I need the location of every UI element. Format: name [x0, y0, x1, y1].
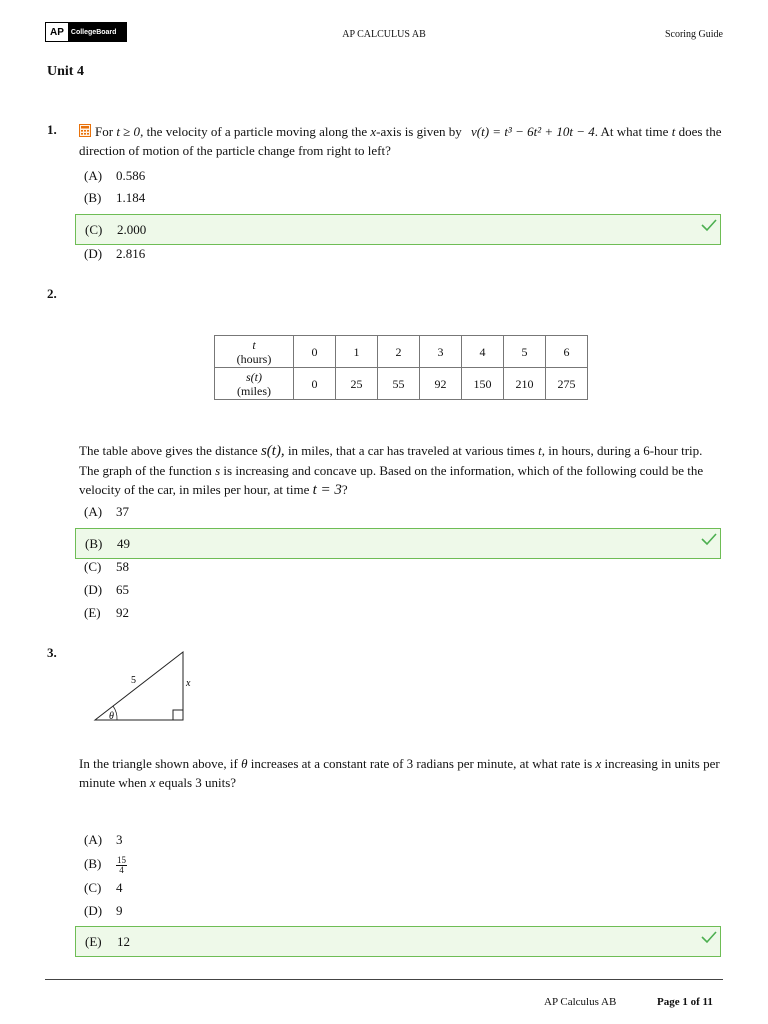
table-row-hours: [215, 336, 588, 368]
q3-option-a[interactable]: [84, 830, 123, 850]
text: is increasing and concave up. Based on the information, which of the following could be the velocity of the car, in miles per hour, at time: [79, 463, 704, 497]
text: does the direction of motion of the particle change from right to left?: [79, 124, 722, 158]
option-value: 58: [116, 559, 129, 574]
var-x: x: [370, 124, 377, 139]
distance-time-table: [214, 335, 588, 400]
option-label: (B): [84, 856, 102, 871]
table-header-s: [215, 368, 294, 400]
table-cell: 5: [504, 336, 546, 368]
calculator-icon: [79, 124, 91, 137]
option-value: 9: [116, 903, 123, 918]
option-value: 1.184: [116, 190, 146, 205]
q3-option-b[interactable]: [84, 854, 127, 874]
question-3-text: [79, 754, 724, 792]
checkmark-icon: [701, 532, 717, 546]
logo-ap: AP: [46, 23, 68, 41]
option-label: (C): [84, 559, 102, 574]
option-label: (B): [85, 536, 103, 551]
table-header-t: [215, 336, 294, 368]
option-label: (A): [84, 832, 103, 847]
option-label: (D): [84, 903, 103, 918]
q1-option-b[interactable]: [84, 188, 145, 208]
q2-option-d[interactable]: [84, 580, 129, 600]
table-cell: 1: [336, 336, 378, 368]
option-label: (C): [85, 222, 103, 237]
header-var: t: [252, 337, 256, 352]
fraction-denominator: 4: [119, 864, 124, 875]
checkmark-icon: [701, 930, 717, 944]
question-1-text: [79, 122, 724, 160]
q2-option-b-correct[interactable]: [75, 528, 721, 559]
table-cell: 4: [462, 336, 504, 368]
header-var: s(t): [246, 369, 262, 384]
text: . At what time: [594, 124, 669, 139]
table-cell: 92: [420, 368, 462, 400]
text: -axis is given by: [376, 124, 462, 139]
option-label: (D): [84, 246, 103, 261]
q1-option-a[interactable]: [84, 166, 145, 186]
question-3-number: 3.: [47, 645, 57, 660]
option-value: 0.586: [116, 168, 146, 183]
option-value: 92: [116, 605, 129, 620]
question-2-number: 2.: [47, 286, 57, 301]
table-cell: 0: [294, 368, 336, 400]
table-cell: 0: [294, 336, 336, 368]
table-cell: 6: [546, 336, 588, 368]
q2-option-c[interactable]: [84, 557, 129, 577]
unit-title: Unit 4: [47, 64, 84, 79]
var-s: s: [215, 463, 221, 478]
option-label: (D): [84, 582, 103, 597]
footer-page-number: Page 1 of 11: [657, 996, 713, 1008]
text: , the velocity of a particle moving along the: [140, 124, 368, 139]
var-t: t: [671, 124, 676, 139]
option-label: (A): [84, 504, 103, 519]
q3-option-e-correct[interactable]: [75, 926, 721, 957]
math-t-ge-0: t ≥ 0: [116, 124, 141, 139]
logo-collegeboard: CollegeBoard: [68, 23, 126, 41]
fraction-numerator: 15: [117, 854, 126, 865]
header-unit: (hours): [236, 351, 272, 366]
option-value: 65: [116, 582, 129, 597]
option-label: (C): [84, 880, 102, 895]
question-1-number: 1.: [47, 122, 57, 137]
text: The table above gives the distance: [79, 443, 258, 458]
option-value: 2.816: [116, 246, 146, 261]
text: In the triangle shown above, if: [79, 756, 238, 771]
angle-theta-label: θ: [109, 711, 114, 722]
table-cell: 3: [420, 336, 462, 368]
text: equals 3 units?: [158, 775, 237, 790]
option-label: (A): [84, 168, 103, 183]
q1-option-d[interactable]: [84, 244, 145, 264]
q2-option-e[interactable]: [84, 603, 129, 623]
header-scoring-guide: Scoring Guide: [664, 29, 723, 40]
option-value: 37: [116, 504, 129, 519]
hypotenuse-label: 5: [131, 675, 136, 686]
q2-option-a[interactable]: [84, 502, 129, 522]
side-x-label: x: [186, 678, 191, 689]
math-s-of-t: s(t),: [260, 443, 285, 459]
option-value: 4: [116, 880, 123, 895]
option-label: (B): [84, 190, 102, 205]
header-title: AP CALCULUS AB: [342, 29, 426, 40]
table-cell: 210: [504, 368, 546, 400]
table-cell: 150: [462, 368, 504, 400]
table-cell: 55: [378, 368, 420, 400]
text: increases at a constant rate of 3 radians per minute, at what rate is: [250, 756, 593, 771]
option-value: 12: [117, 934, 130, 949]
q3-option-d[interactable]: [84, 901, 123, 921]
option-value: 49: [117, 536, 130, 551]
fraction-15-over-4: [116, 856, 127, 875]
table-cell: 2: [378, 336, 420, 368]
var-x: x: [595, 756, 602, 771]
right-triangle-figure: [90, 648, 200, 724]
header-unit: (miles): [237, 383, 271, 398]
text: , in hours, during a 6-hour trip. The graph of the function: [79, 443, 703, 478]
table-row-miles: [215, 368, 588, 400]
table-cell: 25: [336, 368, 378, 400]
var-t: t: [538, 443, 542, 458]
checkmark-icon: [701, 218, 717, 232]
option-value: 2.000: [117, 222, 147, 237]
math-velocity-function: v(t) = t³ − 6t² + 10t − 4: [471, 124, 595, 139]
q3-option-c[interactable]: [84, 878, 123, 898]
q1-option-c-correct[interactable]: [75, 214, 721, 245]
text: ?: [341, 482, 348, 497]
footer-divider: [45, 979, 723, 980]
option-label: (E): [84, 605, 101, 620]
question-2-text: [79, 441, 724, 500]
text: increasing in units per minute when: [79, 756, 720, 790]
option-value: 3: [116, 832, 123, 847]
var-x: x: [149, 775, 156, 790]
footer-course: AP Calculus AB: [544, 996, 617, 1008]
text: For: [95, 124, 114, 139]
math-t-equals-3: t = 3: [312, 482, 342, 498]
text: in miles, that a car has traveled at various times: [287, 443, 535, 458]
option-label: (E): [85, 934, 102, 949]
table-cell: 275: [546, 368, 588, 400]
var-theta: θ: [241, 756, 248, 771]
